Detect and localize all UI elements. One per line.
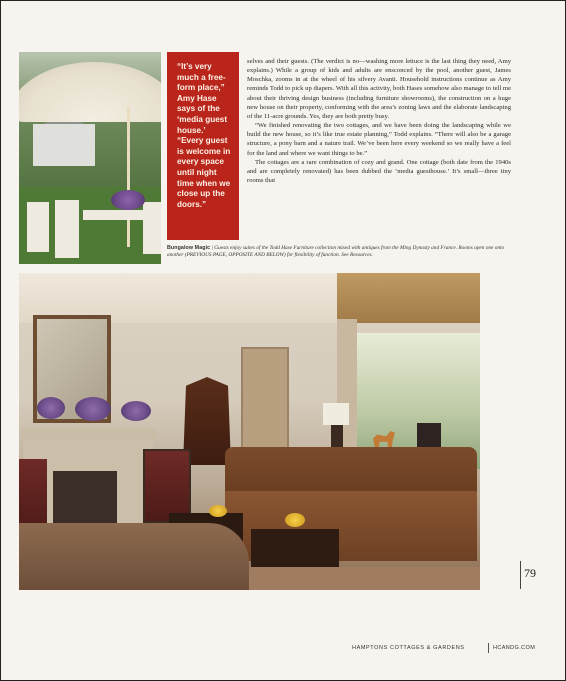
hydrangea-vase	[121, 401, 151, 421]
body-paragraph: “We finished renovating the two cottages, and we have been doing the landscaping while we build the new house, so it’s like true estate planning,” Todd explains. “There will also be a garage structure, a pony barn and a nature trail. We’ve been here every weekend so we really have a feel for the land and where we want things to be.”	[247, 122, 511, 157]
lamp-shade	[323, 403, 349, 425]
interior-door	[241, 347, 289, 457]
page-number-rule	[520, 561, 521, 589]
coffee-table	[251, 529, 339, 569]
body-paragraph: selves and their guests. (The verdict is no—washing more lettuce is the last thing they need, Amy explains.) While a group of kids and adults are ensconced by the pool, another guest, James Moschka, zooms in at the wheel of his silvery Avanti. Household instructions continue as Amy reminds Todd to pick up diapers. With all this activity, both Hases somehow also manage to tell me about their thriving design business (including furniture showrooms), the construction on a huge new house on their property, conforming with the area’s zoning laws and the elaborate landscaping of the 11-acre grounds. Yes, they are both pretty busy.	[247, 58, 511, 120]
living-room-photo	[19, 273, 480, 590]
page-number: 79	[524, 566, 536, 580]
armchair	[19, 459, 47, 533]
photo-caption	[167, 245, 511, 259]
lamp-base	[331, 425, 343, 447]
caption-lead: Bungalow Magic	[167, 245, 211, 251]
garden-umbrella-photo	[19, 52, 161, 264]
sofa-back	[225, 447, 477, 495]
garden-chair	[143, 202, 161, 254]
yellow-flowers	[285, 513, 305, 527]
footer-magazine-name: HAMPTONS COTTAGES & GARDENS	[352, 645, 465, 651]
hydrangea-vase	[75, 397, 111, 421]
body-paragraph: The cottages are a rare combination of cozy and grand. One cottage (both date from the 1940s and are completely renovated) has been dubbed the ‘media guesthouse.’ It’s small—three tiny rooms that	[247, 158, 511, 185]
armchair	[143, 449, 191, 523]
window-valance	[337, 273, 480, 323]
caption-text: | Guests enjoy suites of the Todd Hase Furniture collection mixed with antiques from the Ming Dynasty and France. Rooms open one onto another (PREVIOUS PAGE, OPPOSITE AND BELOW) for flexibility of function. See Resources.	[167, 245, 505, 258]
side-lamp	[417, 423, 441, 449]
footer-separator	[488, 643, 489, 653]
hydrangea-centerpiece	[111, 190, 145, 210]
footer-url: HCANDG.COM	[493, 645, 536, 651]
umbrella-pole	[127, 107, 130, 247]
rug	[219, 567, 480, 590]
garden-chair	[27, 202, 49, 252]
cottage	[33, 124, 95, 166]
garden-chair	[55, 200, 79, 258]
mantel	[21, 429, 157, 439]
pull-quote-text: “It’s very much a free- form place,” Amy Hase says of the ‘media guest house.’ “Every guest is welcome in every space until night time when we close up the doors.”	[177, 62, 231, 209]
article-body	[247, 57, 511, 185]
hydrangea-vase	[37, 397, 65, 419]
pull-quote-box	[167, 52, 239, 240]
patio-umbrella	[19, 62, 161, 122]
yellow-flowers	[209, 505, 227, 517]
tufted-ottoman	[19, 523, 249, 590]
